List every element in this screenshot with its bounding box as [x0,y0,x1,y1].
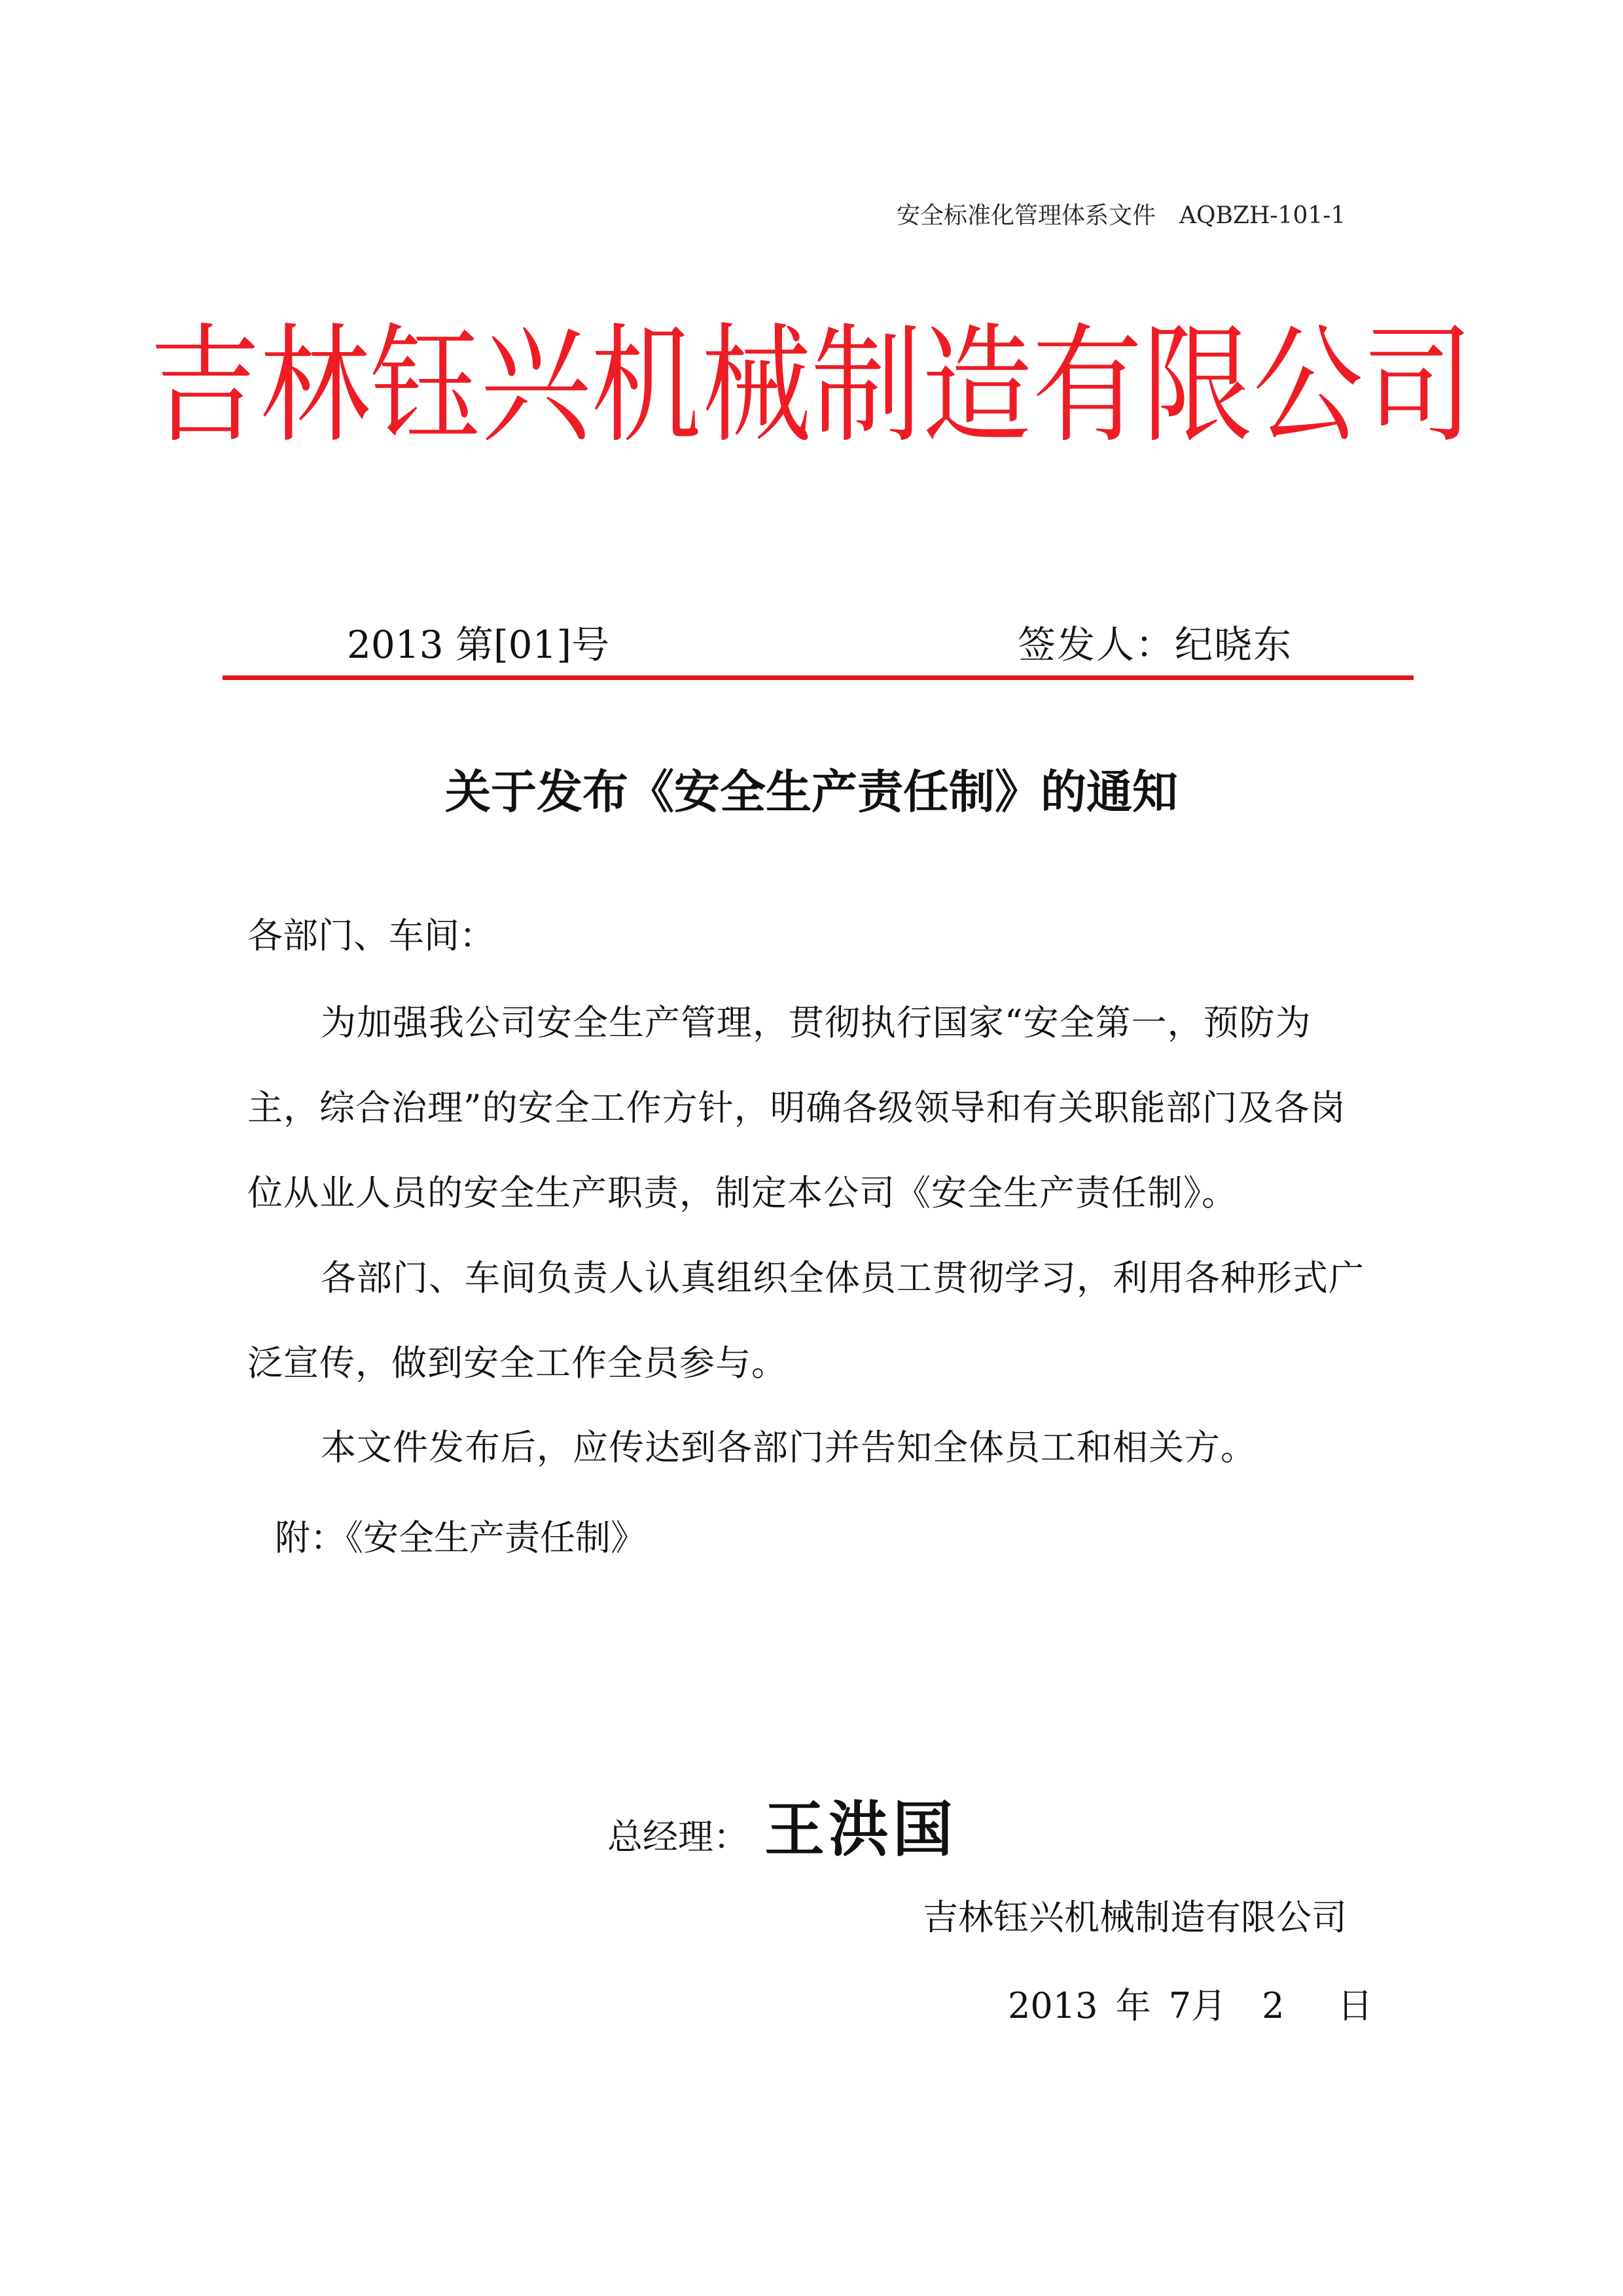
attachment-line: 附：《安全生产责任制》 [275,1517,646,1558]
general-manager-label: 总经理： [607,1816,749,1857]
red-divider-line [223,675,1414,680]
issue-number: 2013 第[01]号 [347,622,610,667]
body-paragraph: 为加强我公司安全生产管理，贯彻执行国家“安全第一，预防为主，综合治理”的安全工作方针，明确各级领导和有关职能部门及各岗位从业人员的安全生产职责，制定本公司《安全生产责任制》。 [247,1002,1346,1213]
salutation: 各部门、车间： [247,915,495,956]
body-paragraph: 各部门、车间负责人认真组织全体员工贯彻学习，利用各种形式广泛宣传，做到安全工作全员参与。 [247,1257,1364,1384]
general-manager-signature: 王洪国 [764,1794,957,1865]
company-letterhead: 吉林钰兴机械制造有限公司 [149,312,1474,461]
signing-date: 2013 年 7月 2 日 [1008,1985,1373,2026]
document-code: 安全标准化管理体系文件 AQBZH-101-1 [897,202,1346,229]
signing-company: 吉林钰兴机械制造有限公司 [923,1897,1347,1938]
issuer: 签发人：纪晓东 [1018,622,1293,667]
notice-title: 关于发布《安全生产责任制》的通知 [445,765,1178,819]
body-paragraph: 本文件发布后，应传达到各部门并告知全体员工和相关方。 [321,1427,1257,1468]
